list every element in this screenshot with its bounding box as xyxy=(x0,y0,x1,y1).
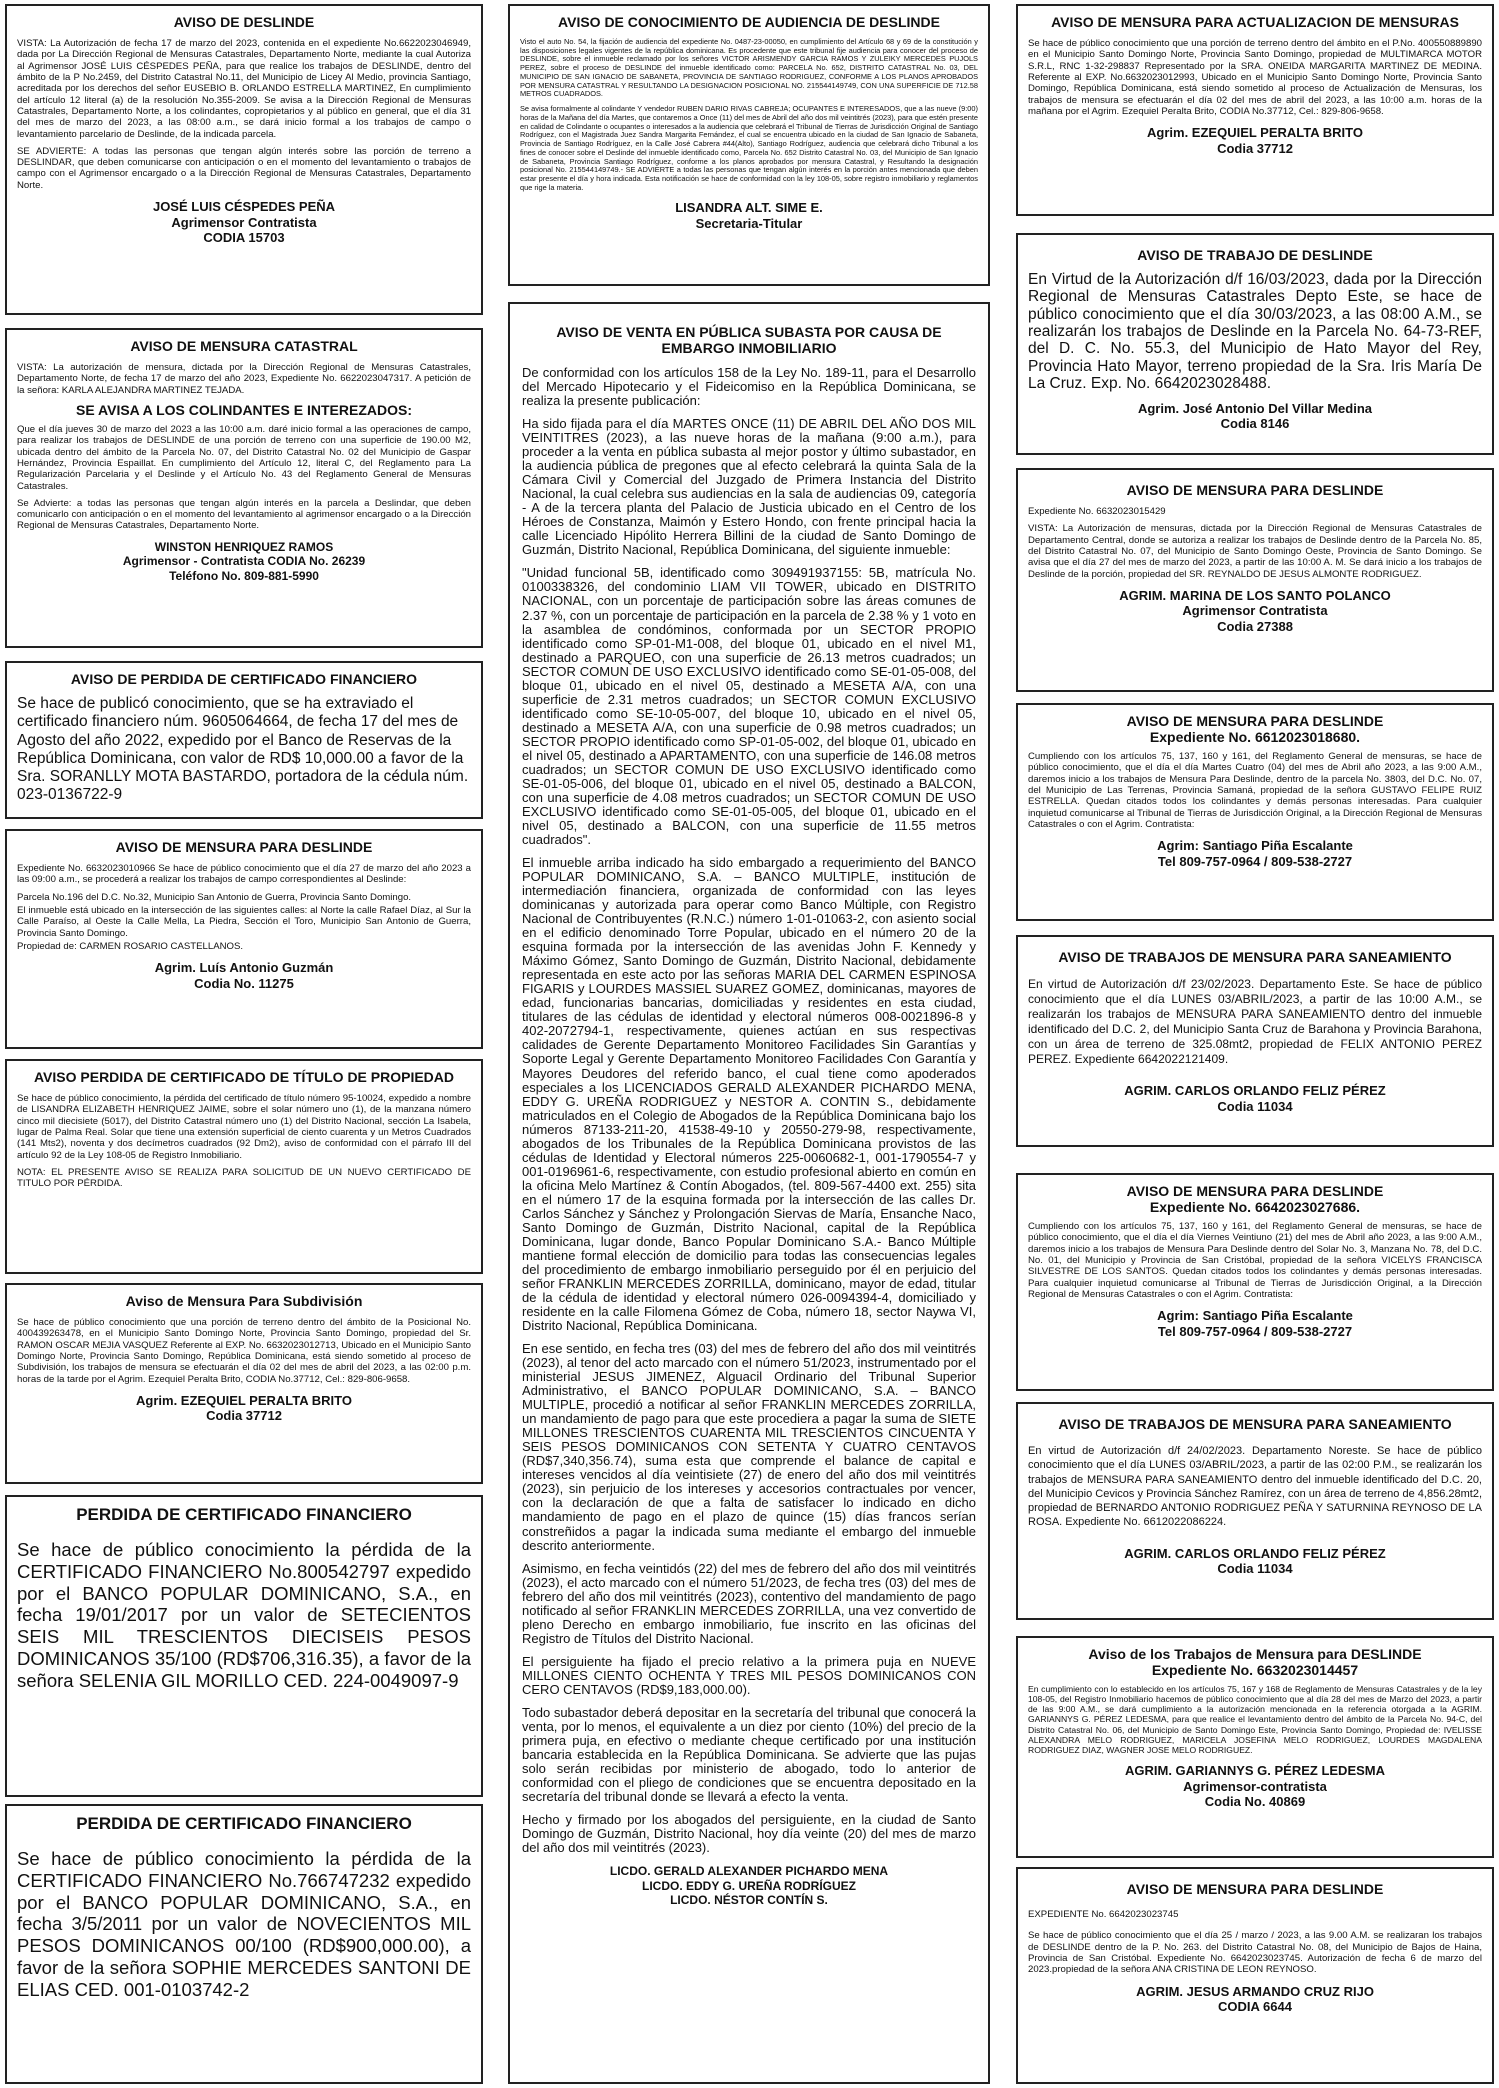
notice-title: AVISO DE TRABAJOS DE MENSURA PARA SANEAMIENTO xyxy=(1058,949,1452,965)
notice-paragraph: Asimismo, en fecha veintidós (22) del mes de febrero del año dos mil veintitrés (2023), el acto marcado con el número 51/2023, de fecha tres (03) del mes de febrero del año dos mil veintitrés (2023), contentivo del mandamiento de pago notificado al señor FRANKLIN MERCEDES ZORRILLA, una vez convertido de pleno Derecho en embargo inmobiliario, fue inscrito en las oficinas del Registro de Títulos del Distrito Nacional. xyxy=(522,1560,976,1646)
notice-paragraph: Ha sido fijada para el día MARTES ONCE (11) DE ABRIL DEL AÑO DOS MIL VEINTITRES (2023), a las nueve horas de la mañana (9:00 a.m.), para proceder a la venta en pública subasta al mejor postor y último subastador, en la audiencia pública de pregones que al efecto celebrará la quinta Sala de la Cámara Civil y Comercial del Juzgado de Primera Instancia del Distrito Nacional, la cual celebra sus audiencias en la sala de audiencias 09, categoría - A de la tercera planta del Palacio de Justicia ubicado en el Centro de los Héroes de Constanza, Maimón y Estero Hondo, con frente principal hacia la calle Licenciado Hipólito Herrera Billini de la ciudad de Santo Domingo de Guzmán, Distrito Nacional, República Dominicana, del siguiente inmueble: xyxy=(522,416,976,558)
signature-line: Codia 37712 xyxy=(1217,140,1293,156)
signature-line: Codia 11034 xyxy=(1217,1098,1293,1114)
signature-line: Agrim: Santiago Piña Escalante xyxy=(1157,838,1353,854)
notice-title: AVISO PERDIDA DE CERTIFICADO DE TÍTULO DE PROPIEDAD xyxy=(33,1069,455,1085)
notice-mensura-para-deslinde-guerra xyxy=(5,829,483,1049)
notice-paragraph: El inmueble está ubicado en la intersección de las siguientes calles: al Norte la calle Rafael Díaz, al Sur la Calle Paraíso, al Oeste la Calle Mella, La Piedra, Sección el Toro, Municipio San Antonio de Guerra, Provincia Santo Domingo. xyxy=(17,904,471,939)
notice-paragraph: Se Advierte: a todas las personas que tengan algún interés en la parcela a Deslindar, que deben comunicarlo con anticipación o en el momento del levantamiento al agrimensor encargado o a la Dirección Regional de Mensuras Catastrales, Departamento Norte. xyxy=(17,497,471,532)
notice-perdida-certificado-financiero-1 xyxy=(5,661,483,819)
signature-line: Agrimensor Contratista xyxy=(1182,603,1328,619)
signature-line: CODIA 6644 xyxy=(1218,1999,1292,2015)
notice-paragraph: Se hace de publicó conocimiento, que se ha extraviado el certificado financiero núm. 9605064664, de fecha 17 del mes de Agosto del año 2022, expedido por el Banco de Reservas de la República Dominicana, con valor de RD$ 10,000.00 a favor de la Sra. SORANLLY MOTA BASTARDO, portadora de la cédula núm. 023-0136722-9 xyxy=(17,695,469,804)
notice-paragraph: El inmueble arriba indicado ha sido embargado a requerimiento del BANCO POPULAR DOMINICANO, S.A. – BANCO MULTIPLE, institución de intermediación financiera, organizada de conformidad con las leyes dominicanas y autorizada para operar como Banco Múltiple, con Registro Nacional de Contribuyentes (R.N.C.) número 1-01-01063-2, con asiento social en el edificio denominado Torre Popular, ubicado en el número 20 de la esquina formada por la intersección de las avenidas John F. Kennedy y Máximo Gómez, Santo Domingo de Guzmán, Distrito Nacional, debidamente representada en este acto por las señoras MARIA DEL CARMEN ESPINOSA FIGARIS y LOURDES MASSIEL SUAREZ GOMEZ, dominicanas, mayores de edad, funcionarias bancarias, domiciliadas y residentes en esta ciudad, titulares de las cédulas de identidad y electoral números 008-0021896-8 y 402-2072794-1, respectivamente, quienes actúan en sus respectivas calidades de Gerente Departamento Monitoreo Facilidades Sin Garantías y Soporte Legal y Gerente Departamento Monitoreo Facilidades Con Garantía y Mayores Deudores del referido banco, el cual tiene como apoderados especiales a los LICENCIADOS GERALD ALEXANDER PICHARDO MENA, EDDY G. UREÑA RODRIGUEZ y NESTOR A. CONTIN S., debidamente matriculados en el Colegio de Abogados de la República Dominicana bajo los números 87133-211-20, 41538-49-10 y 20550-279-98, respectivamente, abogados de los Tribunales de la República Dominicana provistos de las cédulas de Identidad y Electoral números 225-0060682-1, 001-1790554-7 y 001-0196961-6, respectivamente, con estudio profesional abierto en común en la oficina Melo Martínez & Contín Abogados, (tel. 809-567-4400 ext. 255) sita en el número 17 de la esquina formada por la intersección de las calles Dr. Carlos Sánchez y Sánchez y Prolongación Siervas de María, Ensanche Naco, Santo Domingo de Guzmán, Distrito Nacional, capital de la República Dominicana, lugar donde, Banco Popular Dominicano S.A.- Banco Múltiple mantiene formal elección de domicilio para todas las consecuencias legales del procedimiento de embargo inmobiliario perseguido por él en perjuicio del señor FRANKLIN MERCEDES ZORRILLA, dominicano, mayor de edad, titular de la cédula de identidad y electoral número 026-0094394-4, domiciliado y residente en la calle Filomena Gómez de Coba, número 18, sector Naywa VI, Distrito Nacional, República Dominicana. xyxy=(522,855,976,1334)
notice-subtitle: Expediente No. 6632023014457 xyxy=(1151,1662,1359,1678)
notice-title: AVISO DE MENSURA PARA DESLINDE xyxy=(115,839,373,855)
signature-line: Codia No. 40869 xyxy=(1204,1794,1306,1810)
notice-title: AVISO DE MENSURA PARA DESLINDE xyxy=(1126,713,1384,729)
notice-title: AVISO DE MENSURA PARA DESLINDE xyxy=(1126,1183,1384,1199)
signature-line: AGRIM. CARLOS ORLANDO FELIZ PÉREZ xyxy=(1124,1545,1386,1561)
notice-mensura-deslinde-samana xyxy=(1016,703,1494,921)
signature-line: AGRIM. GARIANNYS G. PÉREZ LEDESMA xyxy=(1124,1762,1386,1778)
signature-line: Agrim. José Antonio Del Villar Medina xyxy=(1137,400,1373,416)
notice-paragraph: Cumpliendo con los artículos 75, 137, 160 y 161, del Reglamento General de mensuras, se hace de público conocimiento, que el día el día Martes Cuatro (04) del mes de Abril año 2023, a las 9:00 A.M., daremos inicio a los trabajos de Mensura Para Deslinde, dentro de la parcela No. 3803, del D.C. No. 07, del Municipio de Las Terrenas, Provincia Samaná, propiedad de la señora GUSTAVO FELIPE RUIZ ESTRELLA. Quedan citados todos los colindantes y demás personas interesadas. Para cualquier inquietud comunicarse al Tribunal de Tierras de Jurisdicción Original, a la Dirección Regional de Mensuras Catastrales o con el Agrim. Contratista: xyxy=(1028,751,1482,830)
signature-line: Codia 11034 xyxy=(1217,1561,1293,1577)
notice-title: Aviso de Mensura Para Subdivisión xyxy=(125,1293,363,1309)
notice-paragraph: Se hace de público conocimiento la pérdida de la CERTIFICADO FINANCIERO No.766747232 expedido por el BANCO POPULAR DOMINICANO, S.A., en fecha 3/5/2011 por un valor de NOVECIENTOS MIL PESOS DOMINICANOS 00/100 (RD$900,000.00), a favor de la señora SOPHIE MERCEDES SANTONI DE ELIAS CED. 001-0103742-2 xyxy=(17,1848,471,2000)
notice-title: AVISO DE VENTA EN PÚBLICA SUBASTA POR CAUSA DE EMBARGO INMOBILIARIO xyxy=(556,324,942,356)
notice-paragraph: Propiedad de: CARMEN ROSARIO CASTELLANOS. xyxy=(17,940,244,952)
signature-line: Tel 809-757-0964 / 809-538-2727 xyxy=(1157,853,1353,869)
notice-subtitle: SE AVISA A LOS COLINDANTES E INTEREZADOS: xyxy=(75,401,413,418)
signature-line: JOSÉ LUIS CÉSPEDES PEÑA xyxy=(152,199,336,215)
notice-paragraph: De conformidad con los artículos 158 de la Ley No. 189-11, para el Desarrollo del Mercado Hipotecario y el Fideicomiso en la República Dominicana, se realiza la presente publicación: xyxy=(522,365,976,409)
notice-title: AVISO DE CONOCIMIENTO DE AUDIENCIA DE DESLINDE xyxy=(558,14,940,30)
notice-title: Aviso de los Trabajos de Mensura para DESLINDE xyxy=(1088,1646,1422,1662)
notice-title: AVISO DE TRABAJOS DE MENSURA PARA SANEAMIENTO xyxy=(1058,1416,1452,1432)
notice-paragraph: EXPEDIENTE No. 6642023023745 xyxy=(1028,1909,1179,1920)
notice-paragraph: El persiguiente ha fijado el precio relativo a la primera puja en NUEVE MILLONES CIENTO OCHENTA Y TRES MIL PESOS DOMINICANOS CON CERO CENTAVOS (RD$9,183,000.00). xyxy=(522,1653,976,1697)
signature-line: Agrimensor - Contratista CODIA No. 26239 xyxy=(122,554,366,569)
notice-paragraph: Visto el auto No. 54, la fijación de audiencia del expediente No. 0487-23-00050, en cumplimiento del Artículo 68 y 69 de la constitución y las disposiciones legales vigentes de la república dominicana. Es procedente que este tribunal fije audiencia para conocer del proceso de DESLINDE, sobre el inmueble reclamado por los señores VICTOR ARISMENDY GARCIA RAMOS Y ZULEIKY MERCEDES PUJOLS PEREZ, sobre el proceso de DESLINDE del inmueble identificado como: PARCELA No. 652, DISTRITO CATASTRAL No. 03, DEL MUNICIPIO DE SAN IGNACIO DE SABANETA, PROVINCIA DE SANTIAGO RODRIGUEZ, CONFORME A LOS PLANOS APROBADOS POR MENSURA CATASTRAL Y RESULTANDO LA DESIGNACION POSICIONAL NO. 215544149749, CON UNA SUPERFICIE DE 712.58 METROS CUADRADOS. xyxy=(520,37,978,99)
notice-title: PERDIDA DE CERTIFICADO FINANCIERO xyxy=(76,1814,412,1833)
signature-line: Codia No. 11275 xyxy=(194,975,294,991)
notice-perdida-certificado-titulo xyxy=(5,1059,483,1274)
signature-line: LICDO. NÉSTOR CONTÍN S. xyxy=(670,1892,828,1907)
notice-title: AVISO DE MENSURA PARA DESLINDE xyxy=(1126,1881,1384,1897)
notice-paragraph: VISTA: La Autorización de mensuras, dictada por la Dirección Regional de Mensuras Catastrales de Departamento Central, donde se autoriza a realizar los trabajos de Deslinde dentro de la Parcela No. 85, del Distrito Catastral No. 07, del Municipio de Santo Domingo Oeste, Provincia de Santo Domingo. Se avisa que el día 27 del mes de marzo del 2023, a partir de las 10:00 A. M. Se dará inicio a los trabajos de Deslinde de la porción, propiedad del SR. REYNALDO DE JESUS ALMONTE RODRIGUEZ. xyxy=(1028,523,1482,580)
signature-line: LICDO. GERALD ALEXANDER PICHARDO MENA xyxy=(609,1864,889,1879)
notice-mensura-deslinde-haina xyxy=(1016,1867,1494,2084)
notice-paragraph: VISTA: La autorización de mensura, dictada por la Dirección Regional de Mensuras Catastrales, Departamento Norte, de fecha 17 de marzo del año 2023, Expediente No. 6622023047317. A petición de la señora: KARLA ALEJANDRA MARTINEZ TEJADA. xyxy=(17,362,471,396)
notice-paragraph: En Virtud de la Autorización d/f 16/03/2023, dada por la Dirección Regional de Mensuras Catastrales Depto Este, se hace de público conocimiento que el día 30/03/2023, a las 08:00 A.M., se realizarán los trabajos de Deslinde en la Parcela No. 64-73-REF, del D. C. No. 55.3, del Municipio de Hato Mayor del Rey, Provincia Hato Mayor, terreno propiedad de la Sra. Iris María De La Cruz. Exp. No. 6642023028488. xyxy=(1028,271,1482,393)
notice-perdida-certificado-financiero-2 xyxy=(5,1495,483,1797)
notice-paragraph: Se hace de público conocimiento la pérdida de la CERTIFICADO FINANCIERO No.800542797 expedido por el BANCO POPULAR DOMINICANO, S.A., en fecha 19/01/2017 por un valor de SETECIENTOS SEIS MIL TRESCIENTOS DIECISEIS PESOS DOMINICANOS 35/100 (RD$706,316.35), a favor de la señora SELENIA GIL MORILLO CED. 224-0049097-9 xyxy=(17,1539,471,1691)
notice-paragraph: SE ADVIERTE: A todas las personas que tengan algún interés sobre las porción de terreno a DESLINDAR, que deben comunicarse con anticipación o en el momento del levantamiento o trabajos de campo con el Agrimensor encargado o a la Dirección Regional de Mensuras Catastrales, Departamento Norte. xyxy=(17,145,471,191)
notice-mensura-para-subdivision xyxy=(5,1283,483,1484)
signature-line: Agrim. Luís Antonio Guzmán xyxy=(154,960,334,976)
notice-paragraph: Expediente No. 6632023015429 xyxy=(1028,506,1166,517)
signature-line: Codia 27388 xyxy=(1217,619,1293,635)
signature-line: AGRIM. MARINA DE LOS SANTO POLANCO xyxy=(1119,587,1391,603)
signature-line: LICDO. EDDY G. UREÑA RODRÍGUEZ xyxy=(641,1878,856,1893)
signature-line: Codia 37712 xyxy=(206,1408,282,1424)
notice-paragraph: Cumpliendo con los artículos 75, 137, 160 y 161, del Reglamento General de mensuras, se hace de público conocimiento, que el día el día Viernes Veintiuno (21) del mes de Abril año 2023, a las 9:00 A.M., daremos inicio a los trabajos de Mensura Para Deslinde dentro del Solar No. 3, Manzana No. 78, del D.C. No. 01, del Municipio y Provincia de San Cristóbal, propiedad de la señora VICELYS FRANCISCA SILVESTRE DE LOS SANTOS. Quedan citados todos los colindantes y demás personas interesadas. Para cualquier inquietud comunicarse al Tribunal de Tierras de Jurisdicción Original, a la Dirección Regional de Mensuras Catastrales o con el Agrim. Contratista: xyxy=(1028,1221,1482,1300)
signature-line: Agrimensor-contratista xyxy=(1183,1778,1327,1794)
notice-paragraph: "Unidad funcional 5B, identificado como 309491937155: 5B, matrícula No. 0100338326, del condominio LIAM VII TOWER, ubicado en DISTRITO NACIONAL, con un porcentaje de participación sobre las áreas comunes de 2.37 %, con un porcentaje de participación en la parcela de 2.38 % y 1 voto en la asamblea de condóminos, conformada por un SECTOR PROPIO identificado como SP-01-M1-008, del bloque 01, ubicado en el nivel M1, destinado a PARQUEO, con una superficie de 26.13 metros cuadrados; un SECTOR COMUN DE USO EXCLUSIVO identificado como SE-01-05-008, del bloque 01, ubicado en el nivel 05, destinado a MESETA A/A, con una superficie de 2.31 metros cuadrados; un SECTOR COMUN EXCLUSIVO identificado como SE-10-05-007, del bloque 10, ubicado en el nivel 05, destinado a MESETA A/A, con una superficie de 0.98 metros cuadrados; un SECTOR PROPIO identificado como SP-01-05-002, del bloque 01, ubicado en el nivel 05, destinado a APARTAMENTO, con una superficie de 146.08 metros cuadrados; un SECTOR COMUN DE USO EXCLUSIVO identificado como SE-01-05-006, del bloque 01, ubicado en el nivel 05, destinado a BALCON, con una superficie de 4.08 metros cuadrados; un SECTOR COMUN DE USO EXCLUSIVO identificado como SE-01-05-005, del bloque 01, ubicado en el nivel 05, destinado a BALCON, con una superficie de 11.55 metros cuadrados". xyxy=(522,565,976,847)
notice-paragraph: Se hace de público conocimiento que una porción de terreno dentro del ámbito en el P.No. 400550889890 en el Municipio Santo Domingo Norte, Provincia Santo Domingo, propiedad de MULTIMARCA MOTOR S.R.L, RNC 1-32-298837 Representado por la SRA. ONEIDA MARGARITA MARTINEZ DE MEDINA. Referente al EXP. No.6632023012993, Ubicado en el Municipio Santo Domingo Norte, Provincia Santo Domingo, República Dominicana, está siendo sometido al proceso de Actualización de Mensuras, los trabajos de mensura se efectuarán el día 02 del mes de abril del 2023, a las 10:00 a.m. horas de la mañana por el Agrim. Ezequiel Peralta Brito, CODIA No.37712, Cel.: 829-806-9658. xyxy=(1028,38,1482,117)
notice-paragraph: Todo subastador deberá depositar en la secretaría del tribunal que conocerá la venta, por lo menos, el equivalente a un diez por ciento (10%) del precio de la primera puja, en efectivo o mediante cheque certificado por una institución bancaria establecida en la República Dominicana. Se advierte que las pujas solo serán recibidas por ministerio de abogado, todo lo anterior de conformidad con el pliego de condiciones que se encuentra depositado en la secretaría del tribunal donde se llevará a efecto la venta. xyxy=(522,1704,976,1805)
notice-title: AVISO DE PERDIDA DE CERTIFICADO FINANCIERO xyxy=(70,671,418,687)
notice-paragraph: En cumplimiento con lo establecido en los artículos 75, 167 y 168 de Reglamento de Mensuras Catastrales y de la ley 108-05, del Registro Inmobiliario hacemos de público conocimiento que al día 28 del mes de Marzo del 2023, a partir de las 9:00 A.M., se dará cumplimiento a la autorización mencionada en la referencia otorgada a la AGRIM. GARIANNYS G. PÉREZ LEDESMA, para que realice el levantamiento dentro del ámbito de la Parcela No. 94-C, del Distrito Catastral No. 06, del Municipio de Santo Domingo Este, Provincia Santo Domingo, Propiedad de: IVELISSE ALEXANDRA MELO RODRIGUEZ, MARICELA JOSEFINA MELO RODRIGUEZ, LOURDES MAGDALENA RODRIGUEZ DIAZ, WAGNER JOSE MELO RODRIGUEZ. xyxy=(1028,1684,1482,1755)
notice-aviso-de-deslinde xyxy=(5,4,483,315)
notice-paragraph: Parcela No.196 del D.C. No.32, Municipio San Antonio de Guerra, Provincia Santo Domingo. xyxy=(17,891,412,903)
signature-line: Teléfono No. 809-881-5990 xyxy=(169,568,319,583)
signature-line: Agrim. EZEQUIEL PERALTA BRITO xyxy=(136,1392,352,1408)
signature-line: Tel 809-757-0964 / 809-538-2727 xyxy=(1157,1323,1353,1339)
signature-line: Agrim. EZEQUIEL PERALTA BRITO xyxy=(1147,125,1363,141)
notice-paragraph: Que el día jueves 30 de marzo del 2023 a las 10:00 a.m. daré inicio formal a las operaciones de campo, para realizar los trabajos de DESLINDE de una porción de terreno con una superficie de 190.00 M2, ubicada dentro del ámbito de la Parcela No. 07, del Distrito Catastral No. 02 del Municipio de Gaspar Hernández, Provincia Espaillat. En cumplimiento del Artículo 12, literal C, del Reglamento para La Regularización Parcelaria y el Deslinde y el Artículo No. 43 del Reglamento General de Mensuras Catastrales. xyxy=(17,423,471,492)
notice-paragraph: Se hace de público conocimiento que el día 25 / marzo / 2023, a las 9.00 A.M. se realizaran los trabajos de DESLINDE dentro de la P. No. 263. del Distrito Catastral No. 08, del Municipio de Bajos de Haina, Provincia de San Cristóbal. Expediente No. 6642023023745. Autorización de fecha 6 de marzo del 2023.propiedad de la señora ANA CRISTINA DE LEON REYNOSO. xyxy=(1028,1930,1482,1976)
notice-title: AVISO DE TRABAJO DE DESLINDE xyxy=(1137,247,1373,263)
notice-trabajos-mensura-deslinde-este xyxy=(1016,1636,1494,1858)
notice-mensura-actualizacion xyxy=(1016,4,1494,216)
notice-title: AVISO DE DESLINDE xyxy=(173,14,315,30)
notice-paragraph: Se avisa formalmente al colindante Y vendedor RUBEN DARIO RIVAS CABREJA; OCUPANTES E INTERESADOS, que a las nueve (9:00) horas de la Mañana del día Martes, que contaremos a Once (11) del mes de Abril del año dos mil veintitrés (2023), para que estén presente en calidad de Colindante o ocupantes o interesados a la audiencia que celebrará el Tribunal de Tierras de Jurisdicción Original de Santiago Rodríguez, con el Magistrada Juez Sandra Margarita Fernández, el cual se encuentra ubicado en la ciudad de San Ignacio de Sabaneta, Provincia de Santiago Rodríguez, en la Calle José Cabrera #44(Alto), Santiago Rodríguez, audiencia que celebrará dicho Tribunal a los fines de conocer sobre el Deslinde del inmueble identificado como, Parcela No. 652 Distrito Catastral No. 03, del Municipio de San Ignacio de Sabaneta, Provincia Santiago Rodríguez, conforme a los planos aprobados por mensura Catastral, y Resultando la designación posicional No. 215544149749.- SE ADVIERTE a todas las personas que tengan algún interés en la porción antes mencionada que deben estar presente el día y hora indicada. Esta notificación se hace de conformidad con la ley 108-05, sobre registro inmobiliario y reglamentos que rige la materia. xyxy=(520,104,978,192)
signature-line: WINSTON HENRIQUEZ RAMOS xyxy=(154,539,334,554)
signature-line: Agrimensor Contratista xyxy=(171,214,317,230)
notice-title: AVISO DE MENSURA PARA DESLINDE xyxy=(1126,482,1384,498)
notice-subtitle: Expediente No. 6642023027686. xyxy=(1149,1199,1361,1215)
notice-title: PERDIDA DE CERTIFICADO FINANCIERO xyxy=(76,1505,412,1524)
notice-perdida-certificado-financiero-3 xyxy=(5,1804,483,2084)
notice-aviso-de-mensura-catastral xyxy=(5,328,483,648)
notice-subtitle: Expediente No. 6612023018680. xyxy=(1149,729,1361,745)
notice-paragraph: En virtud de Autorización d/f 24/02/2023. Departamento Noreste. Se hace de público conocimiento que el día LUNES 03/ABRIL/2023, a partir de las 02:00 P.M., se realizarán los trabajos de MENSURA PARA SANEAMIENTO dentro del inmueble identificado del D.C. 20, del Municipio Cevicos y Provincia Sánchez Ramírez, con un área de terreno de 4,856.28mt2, propiedad de BERNARDO ANTONIO RODRIGUEZ PEÑA Y SATURNINA REYNOSO DE LA ROSA. Expediente No. 6612022086224. xyxy=(1028,1445,1482,1529)
notice-mensura-deslinde-oeste xyxy=(1016,468,1494,692)
signature-line: AGRIM. JESUS ARMANDO CRUZ RIJO xyxy=(1136,1983,1374,1999)
signature-line: CODIA 15703 xyxy=(203,230,285,246)
notice-paragraph: VISTA: La Autorización de fecha 17 de marzo del 2023, contenida en el expediente No.6622023046949, dada por La Dirección Regional de Mensuras Catastrales, Departamento Norte, mediante la cual Autoriza al Agrimensor JOSÉ LUIS CÉSPEDES PEÑA, para que realice los trabajos de DESLINDE, dentro del ámbito de la P No.2459, del Distrito Catastral No.11, del Municipio de Licey Al Medio, provincia Santiago, acreditada por los derechos del señor EUSEBIO B. ORLANDO ESTRELLA MARTINEZ, En cumplimiento del artículo 12 literal (a) de la resolución No.355-2009. Se avisa a la Dirección Regional de Mensuras Catastrales, Departamento Norte, a los colindantes, copropietarios y al público en general, que el día 31 del mes de marzo del 2023, a las 08:00 a.m., se dará inicio formal a los trabajos de campo o levantamiento parcelario de Deslinde, de la indicada parcela. xyxy=(17,38,471,140)
notice-venta-publica-subasta xyxy=(508,302,990,2084)
notice-paragraph: Expediente No. 6632023010966 Se hace de público conocimiento que el día 27 de marzo del año 2023 a las 09:00 a.m., se procederá a realizar los trabajos de campo correspondientes al Deslinde: xyxy=(17,863,471,886)
notice-mensura-deslinde-san-cristobal xyxy=(1016,1173,1494,1391)
notice-trabajo-de-deslinde xyxy=(1016,233,1494,455)
notice-paragraph: NOTA: EL PRESENTE AVISO SE REALIZA PARA SOLICITUD DE UN NUEVO CERTIFICADO DE TITULO POR PÉRDIDA. xyxy=(17,1166,471,1190)
notice-paragraph: Hecho y firmado por los abogados del persiguiente, en la ciudad de Santo Domingo de Guzmán, Distrito Nacional, hoy día veinte (20) del mes de marzo del año dos mil veintitrés (2023). xyxy=(522,1812,976,1856)
notice-mensura-saneamiento-barahona xyxy=(1016,935,1494,1147)
signature-line: AGRIM. CARLOS ORLANDO FELIZ PÉREZ xyxy=(1124,1083,1386,1098)
signature-line: Codia 8146 xyxy=(1220,416,1290,432)
notice-title: AVISO DE MENSURA PARA ACTUALIZACION DE MENSURAS xyxy=(1051,14,1459,30)
signature-line: Secretaria-Titular xyxy=(695,216,803,232)
notice-mensura-saneamiento-cevicos xyxy=(1016,1402,1494,1620)
notice-title: AVISO DE MENSURA CATASTRAL xyxy=(130,338,358,354)
signature-line: LISANDRA ALT. SIME E. xyxy=(675,200,823,216)
notice-paragraph: En ese sentido, en fecha tres (03) del mes de febrero del año dos mil veintitrés (2023), al tenor del acto marcado con el número 51/2023, instrumentado por el ministerial JESUS JIMENEZ, Alguacil Ordinario del Tribunal Superior Administrativo, el BANCO POPULAR DOMINICANO, S.A. – BANCO MULTIPLE, procedió a notificar al señor FRANKLIN MERCEDES ZORRILLA, un mandamiento de pago para que este procediera a pagar la suma de SIETE MILLONES TRESCIENTOS CUARENTA MIL TRESCIENTOS CINCUENTA Y SEIS PESOS DOMINICANOS CON SETENTA Y CUATRO CENTAVOS (RD$7,340,356.74), suma esta que comprende el balance de capital e intereses vencidos al día veintisiete (27) de enero del año dos mil veintitrés (2023), sin perjuicio de los intereses y accesorios contractuales por vencer, con la declaración de que a falta de satisfacer lo indicado en dicho mandamiento de pago en el plazo de quince (15) días francos serían constreñidos a pagar la indicada suma mediante el embargo del inmueble descrito anteriormente. xyxy=(522,1341,976,1553)
notice-paragraph: En virtud de Autorización d/f 23/02/2023. Departamento Este. Se hace de público conocimiento que el día LUNES 03/ABRIL/2023, a partir de las 10:00 A.M., se realizarán los trabajos de MENSURA PARA SANEAMIENTO dentro del inmueble identificado del D.C. 2, del Municipio Santa Cruz de Barahona y Provincia Barahona, con un área de terreno de 325.08mt2, propiedad de FELIX ANTONIO PEREZ PEREZ. Expediente 6642022121409. xyxy=(1028,977,1482,1066)
notice-paragraph: Se hace de público conocimiento que una porción de terreno dentro del ámbito de la Posicional No. 400439263478, en el Municipio Santo Domingo Norte, Provincia Santo Domingo, propiedad del Sr. RAMON OSCAR MEJIA VASQUEZ Referente al EXP. No. 6632023012713, Ubicado en el Municipio Santo Domingo Norte, Provincia Santo Domingo, República Dominicana, está siendo sometido al proceso de Subdivisión, los trabajos de mensura se efectuarán el día 02 del mes de abril del 2023, a las 02:00 p.m. horas de la tarde por el Agrim. Ezequiel Peralta Brito, CODIA No.37712, Cel.: 829-806-9658. xyxy=(17,1317,471,1385)
signature-line: Agrim: Santiago Piña Escalante xyxy=(1157,1308,1353,1324)
notice-conocimiento-audiencia-deslinde xyxy=(508,4,990,286)
notice-paragraph: Se hace de público conocimiento, la pérdida del certificado de título número 95-10024, expedido a nombre de LISANDRA ELIZABETH HENRIQUEZ JAIME, sobre el solar número uno (1), de la manzana número cinco mil diecisiete (5017), del Distrito Catastral número uno (1) del Distrito Nacional, sección La Isabela, lugar de Palma Real. Solar que tiene una extensión superficial de ciento cuarenta y un Metros Cuadrados (141 Mts2), noventa y dos decímetros cuadrados (92 Dm2), aviso de conformidad con el párrafo III del artículo 92 de la Ley 108-05 de Registro Inmobiliario. xyxy=(17,1093,471,1161)
